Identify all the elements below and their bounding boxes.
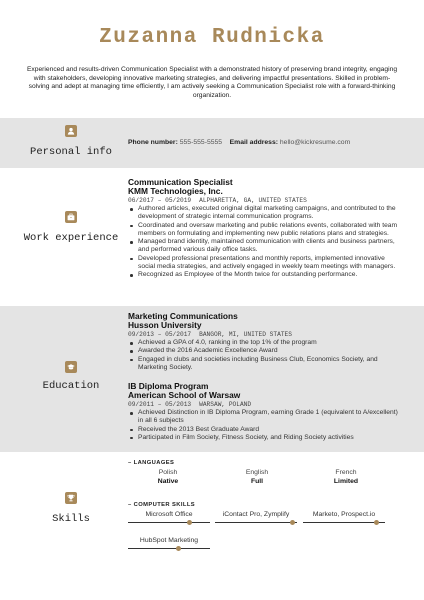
phone-value: 555-555-5555 xyxy=(179,139,223,146)
skill-level-marker xyxy=(187,520,192,525)
user-icon xyxy=(65,125,77,137)
section-personal-info xyxy=(0,118,424,168)
list-item: Recognized as Employee of the Month twice for outstanding performance. xyxy=(128,271,398,279)
list-item: Managed brand identity, maintained communication with clients and business partners, and performed various daily office tasks. xyxy=(128,238,398,255)
skill-level-marker xyxy=(374,520,379,525)
section-education xyxy=(0,306,424,452)
list-item: Engaged in clubs and societies including Business Club, Economics Society, and Marketing Society. xyxy=(128,356,398,373)
email-label: Email address: xyxy=(229,139,278,146)
degree-title: IB Diploma Program xyxy=(128,381,209,391)
list-item: Coordinated and oversaw marketing and public relations events, collaborated with team members on formulating and implementing new public relations plans and strategies. xyxy=(128,222,398,239)
section-title: Work experience xyxy=(23,232,119,244)
skill-level-bar xyxy=(303,522,385,523)
section-title: Skills xyxy=(52,513,90,525)
education-meta xyxy=(128,330,398,339)
skill-level-bar xyxy=(215,522,297,523)
language-name: French xyxy=(335,469,357,476)
list-item: Achieved a GPA of 4.0, ranking in the top 1% of the program xyxy=(128,339,398,347)
candidate-name: Zuzanna Rudnicka xyxy=(99,26,325,49)
job-dates: 06/2017 – 05/2019 xyxy=(128,197,192,204)
skill-name: HubSpot Marketing xyxy=(139,537,199,544)
briefcase-icon xyxy=(65,211,77,223)
education-location: WARSAW, POLAND xyxy=(199,401,252,408)
education-dates: 09/2011 – 05/2013 xyxy=(128,401,192,408)
contact-row xyxy=(128,138,398,147)
skill-level-bar xyxy=(128,548,210,549)
trophy-icon xyxy=(65,492,77,504)
school-name: Husson University xyxy=(128,320,202,330)
list-item: Participated in Film Society, Fitness Society, and Riding Society activities xyxy=(128,434,398,442)
language-level: Full xyxy=(250,478,264,485)
section-title: Personal info xyxy=(30,146,112,158)
job-employer: KMM Technologies, Inc. xyxy=(128,186,223,196)
education-entry xyxy=(128,312,398,372)
languages-heading: – LANGUAGES xyxy=(128,460,175,466)
skill-level-marker xyxy=(290,520,295,525)
job-meta xyxy=(128,196,398,205)
degree-title: Marketing Communications xyxy=(128,311,238,321)
list-item: Awarded the 2016 Academic Excellence Award xyxy=(128,347,398,355)
skill-item xyxy=(303,510,385,523)
skill-item xyxy=(128,510,210,523)
profile-summary: Experienced and results-driven Communication Specialist with a demonstrated history of preserving brand integrity, engaging with stakeholders, developing innovative marketing strategies, and delivering impactful presentations. Skilled in problem-solving and adept at managing time efficiently, I am actively seeking a Communication Specialist role with a forward-thinking organization. xyxy=(26,66,398,99)
section-skills xyxy=(0,452,424,600)
skill-name: Marketo, Prospect.io xyxy=(312,511,376,518)
job-bullets xyxy=(128,205,398,280)
language-name: Polish xyxy=(158,469,178,476)
graduation-cap-icon xyxy=(65,361,77,373)
job-entry xyxy=(128,178,398,280)
list-item: Received the 2013 Best Graduate Award xyxy=(128,426,398,434)
skill-name: iContact Pro, Zymplify xyxy=(222,511,290,518)
list-item: Achieved Distinction in IB Diploma Program, earning Grade 1 (equivalent to A/excellent) in all 6 subjects xyxy=(128,409,398,426)
language-item xyxy=(212,468,302,486)
education-bullets xyxy=(128,339,398,372)
skill-level-bar xyxy=(128,522,210,523)
language-name: English xyxy=(245,469,269,476)
email-value: hello@kickresume.com xyxy=(279,139,351,146)
skill-item xyxy=(215,510,297,523)
phone-label: Phone number: xyxy=(128,139,178,146)
language-item xyxy=(301,468,391,486)
list-item: Developed professional presentations and monthly reports, implemented innovative social media strategies, and actively engaged in weekly team meetings with managers. xyxy=(128,255,398,272)
section-work-experience xyxy=(0,168,424,306)
skill-name: Microsoft Office xyxy=(145,511,193,518)
education-entry xyxy=(128,382,398,442)
skill-level-marker xyxy=(176,546,181,551)
education-bullets xyxy=(128,409,398,442)
education-meta xyxy=(128,400,398,409)
education-dates: 09/2013 – 05/2017 xyxy=(128,331,192,338)
list-item: Authored articles, executed original digital marketing campaigns, and contributed to the development of strategic internal communication programs. xyxy=(128,205,398,222)
language-level: Limited xyxy=(333,478,359,485)
job-location: ALPHARETTA, GA, UNITED STATES xyxy=(199,197,307,204)
section-title: Education xyxy=(42,380,100,392)
language-level: Native xyxy=(157,478,179,485)
school-name: American School of Warsaw xyxy=(128,390,241,400)
computer-skills-heading: – COMPUTER SKILLS xyxy=(128,502,196,508)
language-item xyxy=(123,468,213,486)
education-location: BANGOR, MI, UNITED STATES xyxy=(199,331,292,338)
skill-item xyxy=(128,536,210,549)
job-title: Communication Specialist xyxy=(128,177,233,187)
